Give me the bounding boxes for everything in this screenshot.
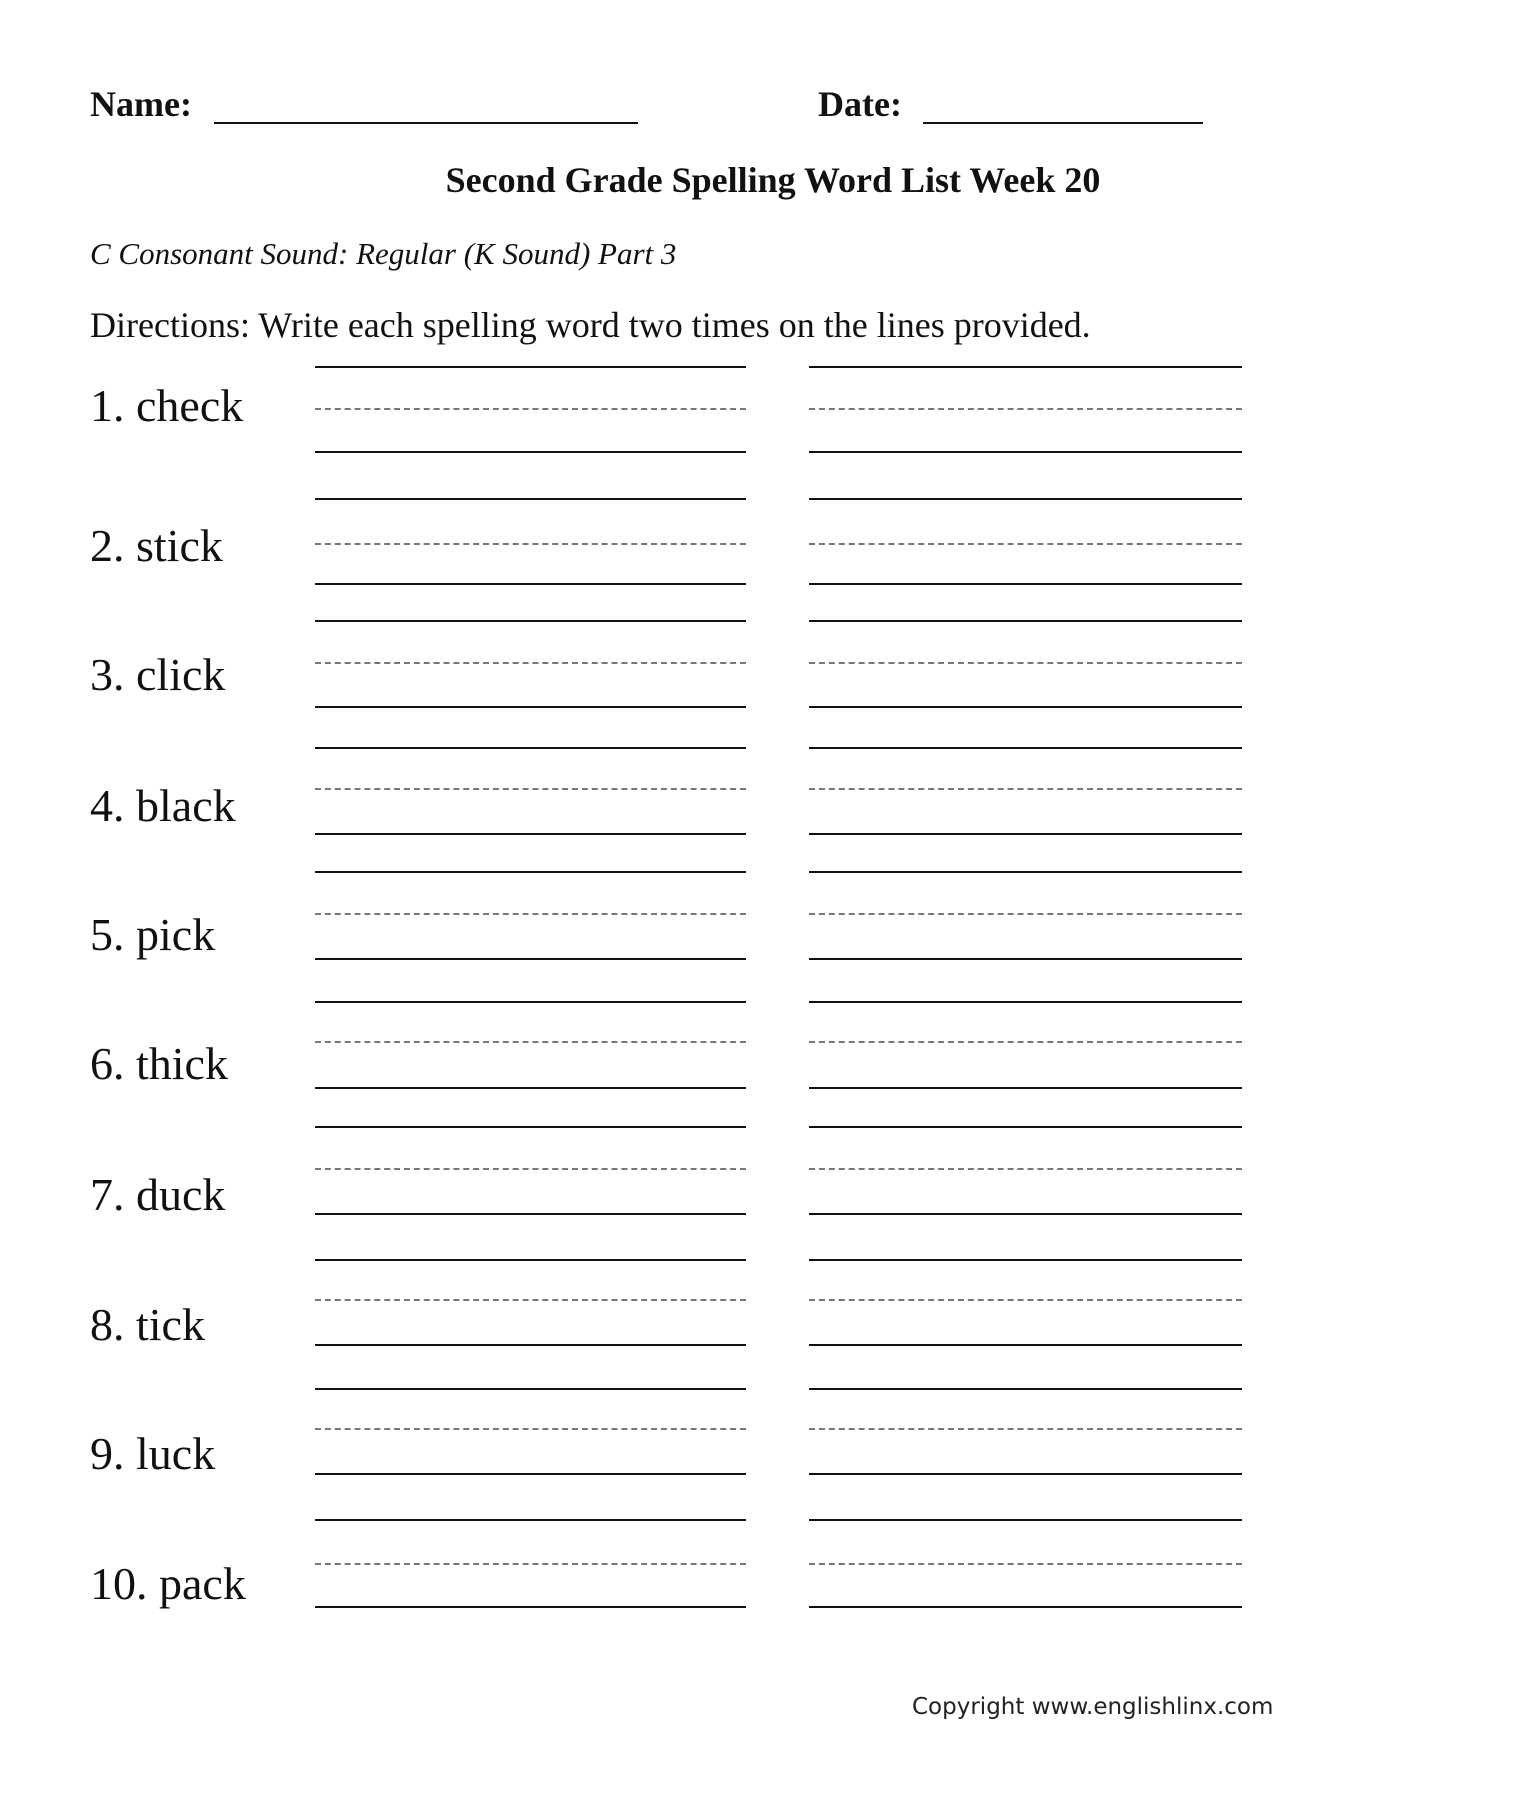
- writing-line-2-1-base[interactable]: [315, 583, 746, 585]
- spelling-word-9: 9. luck: [90, 1428, 216, 1479]
- writing-line-4-2-top[interactable]: [809, 747, 1242, 749]
- writing-line-2-1-top[interactable]: [315, 498, 746, 500]
- writing-line-3-1-base[interactable]: [315, 706, 746, 708]
- writing-line-3-1-top[interactable]: [315, 620, 746, 622]
- writing-line-10-1-base[interactable]: [315, 1606, 746, 1608]
- worksheet-title: Second Grade Spelling Word List Week 20: [445, 160, 1101, 200]
- writing-line-1-1-mid[interactable]: [315, 408, 746, 410]
- spelling-word-3: 3. click: [90, 649, 226, 700]
- date-label: Date:: [818, 84, 902, 124]
- writing-line-5-1-mid[interactable]: [315, 913, 746, 915]
- writing-line-1-1-base[interactable]: [315, 451, 746, 453]
- copyright-notice: Copyright www.englishlinx.com: [912, 1694, 1274, 1720]
- name-label: Name:: [90, 84, 192, 124]
- writing-line-7-1-base[interactable]: [315, 1213, 746, 1215]
- name-blank-line[interactable]: [214, 122, 638, 124]
- writing-line-8-2-top[interactable]: [809, 1259, 1242, 1261]
- writing-line-3-2-mid[interactable]: [809, 662, 1242, 664]
- writing-line-5-1-base[interactable]: [315, 958, 746, 960]
- writing-line-6-2-mid[interactable]: [809, 1041, 1242, 1043]
- writing-line-2-2-mid[interactable]: [809, 543, 1242, 545]
- writing-line-9-2-mid[interactable]: [809, 1428, 1242, 1430]
- writing-line-6-2-base[interactable]: [809, 1087, 1242, 1089]
- writing-line-2-1-mid[interactable]: [315, 543, 746, 545]
- writing-line-1-2-top[interactable]: [809, 366, 1242, 368]
- writing-line-2-2-top[interactable]: [809, 498, 1242, 500]
- spelling-word-7: 7. duck: [90, 1169, 226, 1220]
- writing-line-8-1-mid[interactable]: [315, 1299, 746, 1301]
- writing-line-10-1-top[interactable]: [315, 1519, 746, 1521]
- spelling-word-2: 2. stick: [90, 520, 223, 571]
- spelling-word-6: 6. thick: [90, 1038, 228, 1089]
- writing-line-7-2-mid[interactable]: [809, 1168, 1242, 1170]
- writing-line-6-1-top[interactable]: [315, 1001, 746, 1003]
- writing-line-3-1-mid[interactable]: [315, 662, 746, 664]
- writing-line-6-2-top[interactable]: [809, 1001, 1242, 1003]
- writing-line-9-2-top[interactable]: [809, 1388, 1242, 1390]
- writing-line-10-2-mid[interactable]: [809, 1563, 1242, 1565]
- writing-line-7-2-top[interactable]: [809, 1126, 1242, 1128]
- writing-line-8-1-base[interactable]: [315, 1344, 746, 1346]
- writing-line-7-1-top[interactable]: [315, 1126, 746, 1128]
- writing-line-9-2-base[interactable]: [809, 1473, 1242, 1475]
- writing-line-4-1-base[interactable]: [315, 833, 746, 835]
- spelling-word-10: 10. pack: [90, 1558, 246, 1609]
- worksheet-subtitle: C Consonant Sound: Regular (K Sound) Part 3: [90, 236, 677, 271]
- writing-line-7-1-mid[interactable]: [315, 1168, 746, 1170]
- writing-line-8-2-mid[interactable]: [809, 1299, 1242, 1301]
- directions-text: Directions: Write each spelling word two times on the lines provided.: [90, 305, 1091, 345]
- writing-line-4-2-base[interactable]: [809, 833, 1242, 835]
- spelling-word-5: 5. pick: [90, 909, 216, 960]
- spelling-word-4: 4. black: [90, 780, 236, 831]
- writing-line-5-1-top[interactable]: [315, 871, 746, 873]
- writing-line-9-1-mid[interactable]: [315, 1428, 746, 1430]
- writing-line-6-1-base[interactable]: [315, 1087, 746, 1089]
- spelling-word-1: 1. check: [90, 380, 244, 431]
- writing-line-5-2-base[interactable]: [809, 958, 1242, 960]
- writing-line-3-2-top[interactable]: [809, 620, 1242, 622]
- writing-line-6-1-mid[interactable]: [315, 1041, 746, 1043]
- writing-line-5-2-top[interactable]: [809, 871, 1242, 873]
- writing-line-1-2-mid[interactable]: [809, 408, 1242, 410]
- writing-line-8-1-top[interactable]: [315, 1259, 746, 1261]
- writing-line-1-1-top[interactable]: [315, 366, 746, 368]
- writing-line-9-1-top[interactable]: [315, 1388, 746, 1390]
- spelling-word-8: 8. tick: [90, 1299, 205, 1350]
- writing-line-10-2-base[interactable]: [809, 1606, 1242, 1608]
- writing-line-4-1-mid[interactable]: [315, 788, 746, 790]
- writing-line-7-2-base[interactable]: [809, 1213, 1242, 1215]
- writing-line-8-2-base[interactable]: [809, 1344, 1242, 1346]
- writing-line-3-2-base[interactable]: [809, 706, 1242, 708]
- writing-line-5-2-mid[interactable]: [809, 913, 1242, 915]
- date-blank-line[interactable]: [923, 122, 1203, 124]
- writing-line-2-2-base[interactable]: [809, 583, 1242, 585]
- writing-line-4-1-top[interactable]: [315, 747, 746, 749]
- writing-line-10-2-top[interactable]: [809, 1519, 1242, 1521]
- writing-line-1-2-base[interactable]: [809, 451, 1242, 453]
- writing-line-10-1-mid[interactable]: [315, 1563, 746, 1565]
- writing-line-9-1-base[interactable]: [315, 1473, 746, 1475]
- writing-line-4-2-mid[interactable]: [809, 788, 1242, 790]
